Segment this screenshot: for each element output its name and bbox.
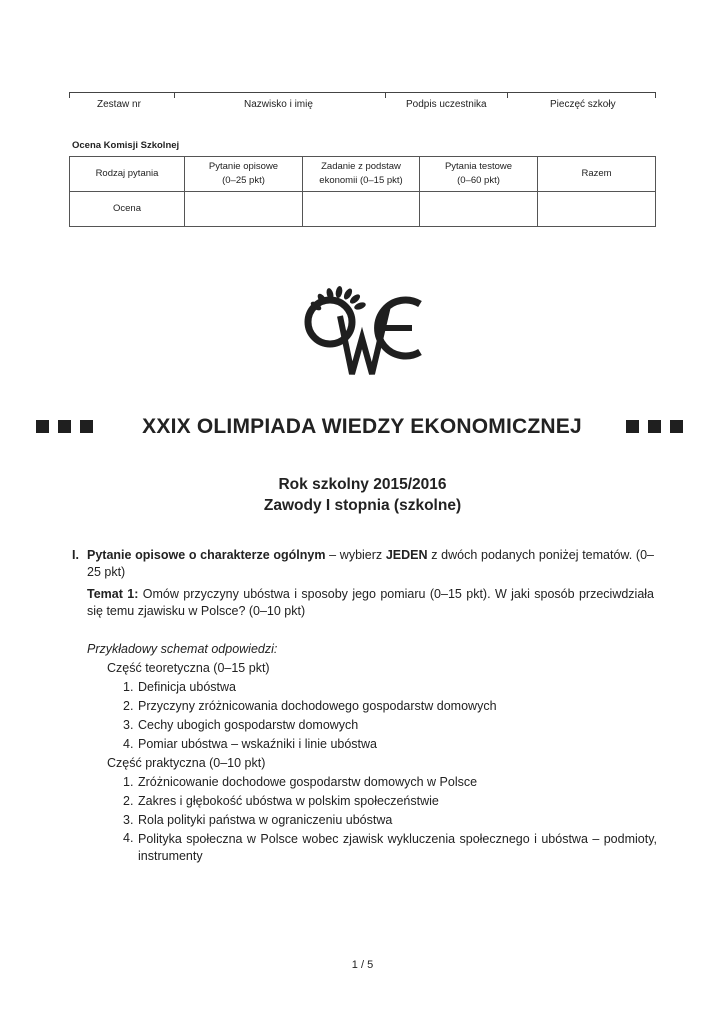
question-choose-one: JEDEN [385,548,428,562]
grading-score-row [70,192,656,227]
column-descriptive-line1: Pytanie opisowe [208,161,279,172]
square-bullet-icon [648,420,661,433]
question-intro-a: – wybierz [325,548,386,562]
answer-scheme [87,640,657,865]
item-text: Zróżnicowanie dochodowe gospodarstw domowych w Polsce [138,775,478,789]
item-text: Cechy ubogich gospodarstw domowych [138,718,359,732]
field-full-name: Nazwisko i imię [244,99,313,110]
list-item [123,735,657,754]
item-text: Przyczyny zróżnicowania dochodowego gospodarstw domowych [138,699,497,713]
item-text: Polityka społeczna w Polsce wobec zjawisk wykluczenia społecznego i ubóstwa – podmioty, instrumenty [138,832,657,863]
practice-part-title: Część praktyczna (0–10 pkt) [107,756,266,770]
item-number: 4. [123,831,134,845]
item-number: 2. [123,794,134,808]
item-text: Pomiar ubóstwa – wskaźniki i linie ubóstwa [138,737,377,751]
score-cell-descriptive [185,192,303,227]
item-number: 2. [123,699,134,713]
item-number: 4. [123,737,134,751]
item-number: 1. [123,775,134,789]
column-economics-line2: ekonomii (0–15 pkt) [319,175,403,186]
field-set-number: Zestaw nr [97,99,141,110]
column-test-line1: Pytania testowe [444,161,513,172]
olympiad-title: XXIX OLIMPIADA WIEDZY EKONOMICZNEJ [142,415,582,438]
topic-one [87,586,654,620]
list-item [123,678,657,697]
signature-line [69,92,656,99]
question-one [72,547,654,581]
topic-label: Temat 1: [87,587,139,601]
score-cell-total [538,192,656,227]
column-test-line2: (0–60 pkt) [457,175,500,186]
field-school-stamp: Pieczęć szkoły [550,99,616,110]
question-number: I. [72,548,79,562]
scheme-lead: Przykładowy schemat odpowiedzi: [87,642,278,656]
theory-list [87,678,657,754]
list-item [123,697,657,716]
item-number: 1. [123,680,134,694]
list-item [123,716,657,735]
question-title: Pytanie opisowe o charakterze ogólnym [87,548,326,562]
item-text: Definicja ubóstwa [138,680,236,694]
column-economics-line1: Zadanie z podstaw [321,161,401,172]
column-descriptive [185,157,303,192]
commission-title: Ocena Komisji Szkolnej [72,140,180,151]
column-total: Razem [538,157,656,192]
list-item [123,811,657,830]
square-bullet-icon [670,420,683,433]
square-bullet-icon [626,420,639,433]
column-test [420,157,538,192]
list-item [123,773,657,792]
topic-text: Omów przyczyny ubóstwa i sposoby jego pomiaru (0–15 pkt). W jaki sposób przeciwdziała się temu zjawisku w Polsce? (0–10 pkt) [87,587,655,618]
question-intro-b: z dwóch podanych poniżej tematów. (0–25 pkt) [87,548,654,579]
page-number: 1 / 5 [351,959,374,971]
item-number: 3. [123,718,134,732]
item-text: Zakres i głębokość ubóstwa w polskim społeczeństwie [138,794,439,808]
list-item [123,792,657,811]
field-signature: Podpis uczestnika [406,99,487,110]
item-text: Rola polityki państwa w ograniczeniu ubóstwa [138,813,393,827]
column-economics-task [303,157,420,192]
owe-logo [296,282,428,377]
question-type-header: Rodzaj pytania [70,157,185,192]
list-item [123,830,657,865]
theory-part-title: Część teoretyczna (0–15 pkt) [107,661,270,675]
olympiad-banner [36,412,688,442]
score-cell-economics [303,192,420,227]
signature-labels [69,99,656,113]
practice-list [87,773,657,865]
grading-header-row [70,157,656,192]
score-row-label: Ocena [70,192,185,227]
competition-stage: Zawody I stopnia (szkolne) [263,497,462,514]
grading-table [69,156,656,227]
item-number: 3. [123,813,134,827]
column-descriptive-line2: (0–25 pkt) [222,175,265,186]
score-cell-test [420,192,538,227]
question-intro [87,547,654,581]
school-year: Rok szkolny 2015/2016 [278,476,447,493]
